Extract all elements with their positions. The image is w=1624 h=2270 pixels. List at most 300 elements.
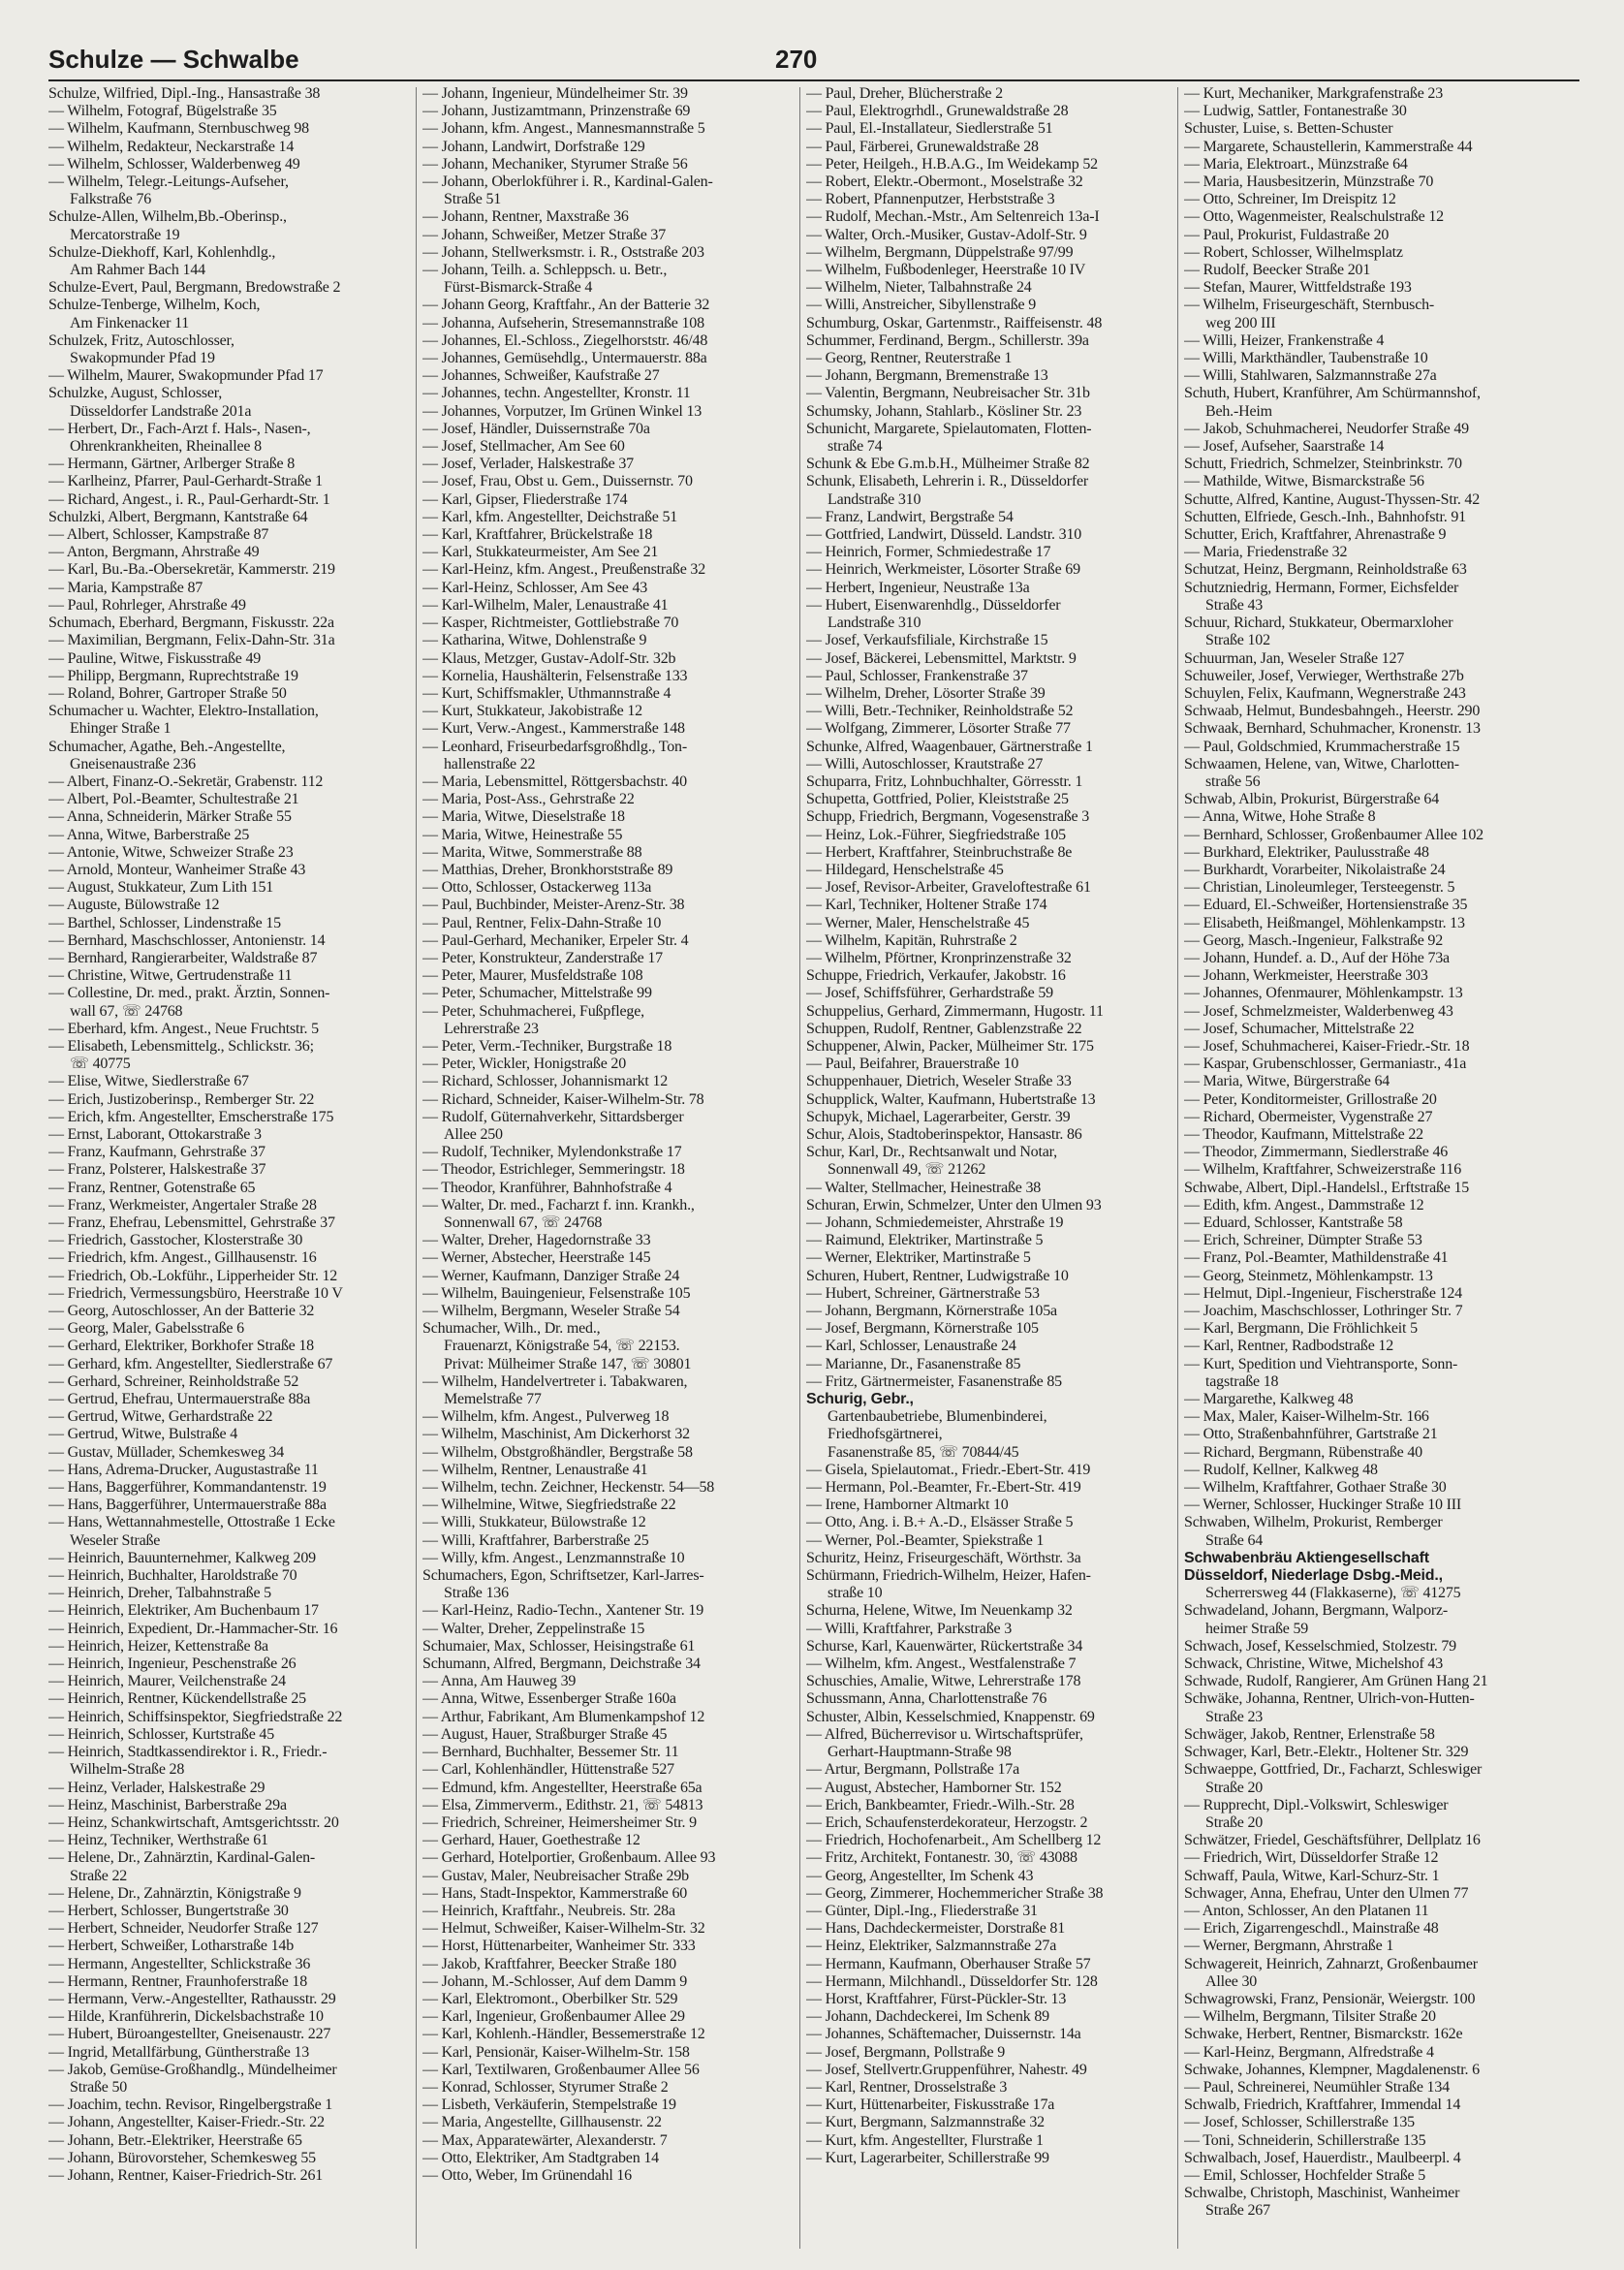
directory-entry: — Karl, Kohlenh.-Händler, Bessemerstraße 12 [422, 2026, 705, 2043]
directory-entry: — Leonhard, Friseurbedarfsgroßhdlg., Ton- [422, 738, 687, 755]
directory-entry: — Wilhelm, Fußbodenleger, Heerstraße 10 IV [806, 262, 1086, 279]
column-4 [1184, 85, 1554, 2256]
directory-entry: Schummer, Ferdinand, Bergm., Schillerstr. 39a [806, 331, 1089, 349]
directory-entry: Schuylen, Felix, Kaufmann, Wegnerstraße 243 [1184, 684, 1466, 702]
directory-entry: — Anna, Witwe, Barberstraße 25 [48, 826, 250, 843]
directory-entry: — Johann, M.-Schlosser, Auf dem Damm 9 [422, 1972, 688, 1990]
directory-entry: — Wilhelm, Maurer, Swakopmunder Pfad 17 [48, 367, 324, 385]
directory-entry: Weseler Straße [70, 1531, 161, 1549]
directory-entry: — Hans, Wettannahmestelle, Ottostraße 1 Ecke [48, 1514, 335, 1531]
directory-entry: — Helmut, Schweißer, Kaiser-Wilhelm-Str. 32 [422, 1920, 705, 1938]
directory-entry: — Willi, Markthändler, Taubenstraße 10 [1184, 350, 1428, 367]
directory-entry: Schwack, Christine, Witwe, Michelshof 43 [1184, 1655, 1444, 1673]
directory-entry: Schutter, Erich, Kraftfahrer, Ahrenastraße 9 [1184, 526, 1447, 544]
directory-entry: — Joachim, techn. Revisor, Ringelbergstraße 1 [48, 2097, 333, 2114]
directory-entry: — Jakob, Gemüse-Großhandlg., Mündelheimer [48, 2061, 337, 2078]
directory-entry: — Hilde, Kranführerin, Dickelsbachstraße 10 [48, 2008, 324, 2026]
directory-entry: Schuparra, Fritz, Lohnbuchhalter, Görresstr. 1 [806, 772, 1083, 790]
directory-entry: — Rudolf, Güternahverkehr, Sittardsberger [422, 1108, 684, 1125]
directory-entry: Schulze-Allen, Wilhelm,Bb.-Oberinsp., [48, 208, 287, 226]
directory-entry: Schwagereit, Heinrich, Zahnarzt, Großenbaumer [1184, 1955, 1478, 1972]
directory-entry: — Gerhard, kfm. Angestellter, Siedlerstraße 67 [48, 1355, 333, 1372]
directory-entry: — Johann, Schmiedemeister, Ahrstraße 19 [806, 1214, 1064, 1231]
directory-entry: — Edith, kfm. Angest., Dammstraße 12 [1184, 1196, 1424, 1214]
directory-entry: — Richard, Schneider, Kaiser-Wilhelm-Str. 78 [422, 1090, 704, 1108]
directory-entry: — Johann, Stellwerksmstr. i. R., Oststraße 203 [422, 243, 704, 261]
directory-entry: — Johannes, Ofenmaurer, Möhlenkampstr. 13 [1184, 985, 1463, 1002]
directory-entry: — Hermann, Angestellter, Schlickstraße 36 [48, 1955, 311, 1972]
directory-entry: — Hans, Adrema-Drucker, Augustastraße 11 [48, 1461, 319, 1478]
directory-entry: Schwaamen, Helene, van, Witwe, Charlotten- [1184, 755, 1459, 772]
column-divider [1177, 87, 1178, 2249]
directory-entry: — Heinrich, Ingenieur, Peschenstraße 26 [48, 1655, 297, 1673]
directory-entry: — Friedrich, Ob.-Lokführ., Lipperheider Str. 12 [48, 1267, 338, 1284]
directory-entry: — Wilhelm, Nieter, Talbahnstraße 24 [806, 279, 1032, 297]
directory-entry: Schumacher, Wilh., Dr. med., [422, 1320, 601, 1338]
directory-entry: — Herbert, Kraftfahrer, Steinbruchstraße 8e [806, 843, 1073, 861]
directory-entry: — Karl, Pensionär, Kaiser-Wilhelm-Str. 158 [422, 2043, 690, 2061]
directory-entry: — Johann, Mechaniker, Styrumer Straße 56 [422, 155, 688, 173]
directory-entry: Straße 20 [1205, 1779, 1264, 1796]
directory-entry: — Pauline, Witwe, Fiskusstraße 49 [48, 649, 262, 667]
directory-entry: Straße 64 [1205, 1531, 1264, 1549]
directory-entry: — Johann, Landwirt, Dorfstraße 129 [422, 138, 645, 155]
directory-entry: — Hans, Baggerführer, Untermauerstraße 88a [48, 1497, 327, 1514]
directory-entry: — Gerhard, Schreiner, Reinholdstraße 52 [48, 1372, 299, 1390]
directory-entry: — Karl, Gipser, Fliederstraße 174 [422, 490, 628, 508]
directory-entry: — Werner, Bergmann, Ahrstraße 1 [1184, 1938, 1394, 1955]
directory-entry: — Albert, Schlosser, Kampstraße 87 [48, 526, 269, 544]
directory-entry: Schurse, Karl, Kauenwärter, Rückertstraße 34 [806, 1637, 1083, 1655]
directory-entry: — Hubert, Schreiner, Gärtnerstraße 53 [806, 1284, 1040, 1302]
directory-entry: Schutzat, Heinz, Bergmann, Reinholdstraße 63 [1184, 561, 1467, 579]
directory-entry: Schwaff, Paula, Witwe, Karl-Schurz-Str. 1 [1184, 1867, 1440, 1884]
directory-entry: — Helmut, Dipl.-Ingenieur, Fischerstraße 124 [1184, 1284, 1462, 1302]
directory-entry: — Heinrich, Bauunternehmer, Kalkweg 209 [48, 1549, 316, 1566]
directory-entry: — Karl, Textilwaren, Großenbaumer Allee 56 [422, 2061, 700, 2078]
directory-entry: hallenstraße 22 [444, 755, 536, 772]
directory-entry: — Johann, Angestellter, Kaiser-Friedr.-Str. 22 [48, 2114, 325, 2131]
directory-entry: — Maria, Lebensmittel, Röttgersbachstr. 40 [422, 772, 687, 790]
directory-entry: Landstraße 310 [828, 490, 921, 508]
directory-entry: Schuschies, Amalie, Witwe, Lehrerstraße 178 [806, 1673, 1081, 1690]
directory-entry: — Wolfgang, Zimmerer, Lösorter Straße 77 [806, 720, 1071, 738]
directory-entry: — Kurt, Verw.-Angest., Kammerstraße 148 [422, 720, 685, 738]
directory-entry: — Maria, Elektroart., Münzstraße 64 [1184, 155, 1408, 173]
directory-entry: — Georg, Maler, Gabelsstraße 6 [48, 1320, 244, 1338]
directory-entry: — Walter, Dreher, Hagedornstraße 33 [422, 1232, 651, 1249]
directory-entry: — Paul, Schreinerei, Neumühler Straße 134 [1184, 2078, 1450, 2096]
directory-entry: — Franz, Ehefrau, Lebensmittel, Gehrstraße 37 [48, 1214, 335, 1231]
directory-entry: Allee 250 [444, 1125, 503, 1143]
directory-entry: — Werner, Abstecher, Heerstraße 145 [422, 1249, 651, 1267]
directory-entry: — Johannes, Vorputzer, Im Grünen Winkel 13 [422, 402, 703, 420]
directory-entry: — Philipp, Bergmann, Ruprechtstraße 19 [48, 667, 298, 684]
directory-entry: — Bernhard, Schlosser, Großenbaumer Allee 102 [1184, 826, 1483, 843]
directory-entry: — Heinrich, Kraftfahr., Neubreis. Str. 28a [422, 1902, 675, 1919]
directory-entry: Mercatorstraße 19 [70, 226, 180, 243]
directory-entry: — Karl-Heinz, Schlosser, Am See 43 [422, 579, 648, 596]
directory-entry: — Heinrich, Werkmeister, Lösorter Straße 69 [806, 561, 1080, 579]
directory-entry: Schulze-Diekhoff, Karl, Kohlenhdlg., [48, 243, 276, 261]
directory-entry: — Eduard, El.-Schweißer, Hortensienstraße 35 [1184, 897, 1468, 914]
directory-entry: — Franz, Landwirt, Bergstraße 54 [806, 508, 1014, 525]
directory-entry: — Walter, Stellmacher, Heinestraße 38 [806, 1179, 1042, 1196]
directory-entry: — Heinrich, Schlosser, Kurtstraße 45 [48, 1725, 274, 1743]
directory-entry: tagstraße 18 [1205, 1372, 1279, 1390]
directory-entry: — Maria, Hausbesitzerin, Münzstraße 70 [1184, 173, 1434, 191]
directory-entry: — Irene, Hamborner Altmarkt 10 [806, 1497, 1009, 1514]
directory-entry: Schwagrowski, Franz, Pensionär, Weiergstr. 100 [1184, 1990, 1476, 2007]
directory-entry: — Karl, Rentner, Drosselstraße 3 [806, 2078, 1008, 2096]
directory-entry: — Johann, Bergmann, Körnerstraße 105a [806, 1303, 1057, 1320]
directory-entry: — Karl, Elektromont., Oberbilker Str. 529 [422, 1990, 678, 2007]
directory-entry: — Mathilde, Witwe, Bismarckstraße 56 [1184, 473, 1424, 490]
column-1 [48, 85, 419, 2256]
directory-entry: — Maria, Post-Ass., Gehrstraße 22 [422, 791, 635, 808]
directory-entry: Allee 30 [1205, 1972, 1258, 1990]
directory-entry: — Josef, Aufseher, Saarstraße 14 [1184, 438, 1385, 456]
directory-entry: — Karl, Rentner, Radbodstraße 12 [1184, 1338, 1394, 1355]
directory-entry: — Matthias, Dreher, Bronkhorststraße 89 [422, 861, 673, 878]
directory-entry: — Josef, Schuhmacherei, Kaiser-Friedr.-Str. 18 [1184, 1037, 1470, 1055]
directory-entry: — Heinrich, Dreher, Talbahnstraße 5 [48, 1585, 271, 1602]
directory-entry: — Kaspar, Grubenschlosser, Germaniastr., 41a [1184, 1056, 1467, 1073]
directory-entry: — Hans, Dachdeckermeister, Dorstraße 81 [806, 1920, 1066, 1938]
directory-entry: Falkstraße 76 [70, 191, 152, 208]
directory-entry: — Gisela, Spielautomat., Friedr.-Ebert-Str. 419 [806, 1461, 1091, 1478]
page-number: 270 [775, 45, 818, 74]
directory-entry: — Barthel, Schlosser, Lindenstraße 15 [48, 914, 281, 931]
directory-entry: Memelstraße 77 [444, 1391, 542, 1408]
directory-entry: — Wilhelm, Bergmann, Weseler Straße 54 [422, 1303, 680, 1320]
directory-entry: — Karl, Stukkateurmeister, Am See 21 [422, 544, 659, 561]
directory-entry: Schumann, Alfred, Bergmann, Deichstraße 34 [422, 1655, 701, 1673]
directory-entry: — Josef, Bergmann, Pollstraße 9 [806, 2043, 1006, 2061]
directory-entry: — Heinrich, Elektriker, Am Buchenbaum 17 [48, 1602, 319, 1620]
directory-entry: — Otto, Weber, Im Grünendahl 16 [422, 2166, 632, 2184]
directory-entry: Schwäger, Jakob, Rentner, Erlenstraße 58 [1184, 1725, 1435, 1743]
directory-entry: Schumachers, Egon, Schriftsetzer, Karl-Jarres- [422, 1567, 704, 1585]
directory-entry: — Albert, Finanz-O.-Sekretär, Grabenstr. 112 [48, 772, 324, 790]
directory-entry: — Kasper, Richtmeister, Gottliebstraße 70 [422, 615, 679, 632]
directory-entry: — Elisabeth, Lebensmittelg., Schlickstr. 36; [48, 1037, 314, 1055]
directory-entry: Schwalbach, Josef, Hauerdistr., Maulbeerpl. 4 [1184, 2149, 1461, 2166]
directory-entry: — Heinz, Techniker, Werthstraße 61 [48, 1832, 268, 1849]
directory-entry: Schumsky, Johann, Stahlarb., Kösliner Str. 23 [806, 402, 1082, 420]
directory-entry: — Konrad, Schlosser, Styrumer Straße 2 [422, 2078, 669, 2096]
directory-entry: — Willi, Stukkateur, Bülowstraße 12 [422, 1514, 646, 1531]
directory-entry: straße 10 [828, 1585, 883, 1602]
directory-entry: — Josef, Stellmacher, Am See 60 [422, 438, 625, 456]
directory-entry: — Heinrich, Expedient, Dr.-Hammacher-Str. 16 [48, 1620, 338, 1637]
directory-entry: — Eduard, Schlosser, Kantstraße 58 [1184, 1214, 1403, 1231]
directory-entry: — Wilhelm, Kaufmann, Sternbuschweg 98 [48, 120, 309, 138]
directory-entry: Schuppe, Friedrich, Verkaufer, Jakobstr. 16 [806, 967, 1066, 985]
directory-entry: — Walter, Dreher, Zeppelinstraße 15 [422, 1620, 645, 1637]
directory-entry: — Franz, Pol.-Beamter, Mathildenstraße 41 [1184, 1249, 1449, 1267]
directory-entry: — Herbert, Dr., Fach-Arzt f. Hals-, Nasen-, [48, 420, 311, 437]
directory-entry: — Willi, Anstreicher, Sibyllenstraße 9 [806, 297, 1037, 314]
directory-entry: — Erich, Bankbeamter, Friedr.-Wilh.-Str. 28 [806, 1796, 1075, 1813]
directory-entry: — Fritz, Gärtnermeister, Fasanenstraße 85 [806, 1372, 1062, 1390]
directory-entry: — Wilhelm, kfm. Angest., Pulverweg 18 [422, 1408, 670, 1426]
directory-entry: Gerhart-Hauptmann-Straße 98 [828, 1744, 1012, 1761]
directory-entry: Sonnenwall 67, ☏ 24768 [444, 1214, 603, 1231]
directory-entry: — Edmund, kfm. Angestellter, Heerstraße 65a [422, 1779, 703, 1796]
page-header [48, 45, 1579, 79]
directory-entry: Schupplick, Walter, Kaufmann, Hubertstraße 13 [806, 1090, 1096, 1108]
directory-entry: — Josef, Schiffsführer, Gerhardstraße 59 [806, 985, 1053, 1002]
directory-entry: — Franz, Werkmeister, Angertaler Straße 28 [48, 1196, 317, 1214]
directory-entry: Am Finkenacker 11 [70, 314, 190, 331]
directory-entry: — Marita, Witwe, Sommerstraße 88 [422, 843, 642, 861]
directory-entry: Schwadeland, Johann, Bergmann, Walporz- [1184, 1602, 1449, 1620]
directory-entry: — Kornelia, Haushälterin, Felsenstraße 133 [422, 667, 688, 684]
directory-entry: Schürmann, Friedrich-Wilhelm, Heizer, Hafen- [806, 1567, 1091, 1585]
directory-entry: — Gertrud, Witwe, Gerhardstraße 22 [48, 1408, 273, 1426]
directory-entry: — Peter, Konditormeister, Grillostraße 20 [1184, 1090, 1437, 1108]
directory-entry: — Wilhelm, Bergmann, Tilsiter Straße 20 [1184, 2008, 1436, 2026]
directory-entry: — Johanna, Aufseherin, Stresemannstraße 108 [422, 314, 704, 331]
directory-entry: — Josef, Händler, Duissernstraße 70a [422, 420, 650, 437]
directory-entry: — Wilhelm, Rentner, Lenaustraße 41 [422, 1461, 648, 1478]
directory-entry: — Maria, Kampstraße 87 [48, 579, 203, 596]
directory-entry: — Wilhelm, Fotograf, Bügelstraße 35 [48, 103, 277, 120]
directory-entry: Scherrersweg 44 (Flakkaserne), ☏ 41275 [1205, 1585, 1461, 1602]
directory-entry: — Rudolf, Mechan.-Mstr., Am Seltenreich 13a-I [806, 208, 1100, 226]
directory-entry: — Otto, Wagenmeister, Realschulstraße 12 [1184, 208, 1444, 226]
directory-entry: — Gottfried, Landwirt, Düsseld. Landstr. 310 [806, 526, 1082, 544]
directory-entry: — Valentin, Bergmann, Neubreisacher Str. 31b [806, 385, 1090, 402]
directory-entry: — Wilhelmine, Witwe, Siegfriedstraße 22 [422, 1497, 676, 1514]
directory-entry: — Herbert, Ingenieur, Neustraße 13a [806, 579, 1030, 596]
directory-entry: — Otto, Ang. i. B.+ A.-D., Elsässer Straße 5 [806, 1514, 1074, 1531]
header-rule [48, 79, 1579, 81]
directory-entry: Schumacher, Agathe, Beh.-Angestellte, [48, 738, 286, 755]
directory-entry: — Otto, Elektriker, Am Stadtgraben 14 [422, 2149, 659, 2166]
directory-entry: Schunk, Elisabeth, Lehrerin i. R., Düsseldorfer [806, 473, 1088, 490]
directory-entry: — Paul, Beifahrer, Brauerstraße 10 [806, 1056, 1019, 1073]
directory-entry: — Friedrich, Hochofenarbeit., Am Schellberg 12 [806, 1832, 1102, 1849]
directory-entry: — Elisabeth, Heißmangel, Möhlenkampstr. 13 [1184, 914, 1465, 931]
directory-entry: — Georg, Masch.-Ingenieur, Falkstraße 92 [1184, 931, 1443, 949]
running-title: Schulze — Schwalbe [48, 45, 299, 74]
directory-entry: — Jakob, Kraftfahrer, Beecker Straße 180 [422, 1955, 676, 1972]
directory-entry: — Auguste, Bülowstraße 12 [48, 897, 220, 914]
directory-entry: — Jakob, Schuhmacherei, Neudorfer Straße 49 [1184, 420, 1469, 437]
directory-entry: Schuurman, Jan, Weseler Straße 127 [1184, 649, 1405, 667]
directory-entry: — Katharina, Witwe, Dohlenstraße 9 [422, 632, 647, 649]
directory-entry: — Wilhelm, Kraftfahrer, Schweizerstraße 116 [1184, 1161, 1462, 1179]
directory-entry: Schutzniedrig, Hermann, Former, Eichsfelder [1184, 579, 1459, 596]
directory-entry: — Maria, Angestellte, Gillhausenstr. 22 [422, 2114, 662, 2131]
directory-entry: — Heinrich, Former, Schmiedestraße 17 [806, 544, 1051, 561]
directory-entry: — Joachim, Maschschlosser, Lothringer Str. 7 [1184, 1303, 1463, 1320]
directory-entry: — Peter, Schuhmacherei, Fußpflege, [422, 1002, 644, 1020]
directory-entry: — Gertrud, Ehefrau, Untermauerstraße 88a [48, 1391, 311, 1408]
directory-entry: — Margarete, Schaustellerin, Kammerstraße 44 [1184, 138, 1473, 155]
directory-entry: — Wilhelm, Friseurgeschäft, Sternbusch- [1184, 297, 1435, 314]
directory-entry: weg 200 III [1205, 314, 1276, 331]
directory-entry: — Johann, Teilh. a. Schleppsch. u. Betr., [422, 262, 668, 279]
directory-entry: ☏ 40775 [70, 1056, 131, 1073]
directory-entry: Schwab, Albin, Prokurist, Bürgerstraße 64 [1184, 791, 1440, 808]
directory-entry: — Robert, Pfannenputzer, Herbststraße 3 [806, 191, 1055, 208]
directory-entry: — Theodor, Kaufmann, Mittelstraße 22 [1184, 1125, 1423, 1143]
directory-entry: — Heinz, Schankwirtschaft, Amtsgerichtsstr. 20 [48, 1813, 339, 1831]
directory-entry: Schutten, Elfriede, Gesch.-Inh., Bahnhofstr. 91 [1184, 508, 1466, 525]
directory-entry: — Burkhardt, Vorarbeiter, Nikolaistraße 24 [1184, 861, 1446, 878]
directory-entry: — Friedrich, kfm. Angest., Gillhausenstr. 16 [48, 1249, 317, 1267]
directory-entry: — Heinz, Maschinist, Barberstraße 29a [48, 1796, 287, 1813]
directory-entry: — Alfred, Bücherrevisor u. Wirtschaftsprüfer, [806, 1725, 1083, 1743]
directory-entry: — Friedrich, Vermessungsbüro, Heerstraße 10 V [48, 1284, 343, 1302]
directory-entry: — Heinrich, Stadtkassendirektor i. R., Friedr.- [48, 1744, 328, 1761]
directory-entry: — Margarethe, Kalkweg 48 [1184, 1391, 1354, 1408]
directory-entry: — Heinrich, Rentner, Kückendellstraße 25 [48, 1690, 306, 1708]
directory-entry: — Kurt, Bergmann, Salzmannstraße 32 [806, 2114, 1045, 2131]
directory-entry: — Hermann, Verw.-Angestellter, Rathausstr. 29 [48, 1990, 336, 2007]
directory-entry: — Friedrich, Schreiner, Heimersheimer Str. 9 [422, 1813, 697, 1831]
directory-entry: — Johann, Betr.-Elektriker, Heerstraße 65 [48, 2131, 302, 2149]
directory-entry: — Kurt, Schiffsmakler, Uthmannstraße 4 [422, 684, 671, 702]
directory-entry: — Josef, Bergmann, Körnerstraße 105 [806, 1320, 1039, 1338]
directory-entry: — Peter, Schumacher, Mittelstraße 99 [422, 985, 652, 1002]
directory-entry: Schuran, Erwin, Schmelzer, Unter den Ulmen 93 [806, 1196, 1102, 1214]
column-3 [806, 85, 1176, 2256]
directory-entry: — Johann, Ingenieur, Mündelheimer Str. 39 [422, 85, 688, 102]
directory-entry: — Anna, Witwe, Hohe Straße 8 [1184, 808, 1376, 826]
directory-entry: — Hermann, Gärtner, Arlberger Straße 8 [48, 456, 296, 473]
directory-entry: — Collestine, Dr. med., prakt. Ärztin, Sonnen- [48, 985, 330, 1002]
directory-entry: — Robert, Elektr.-Obermont., Moselstraße 32 [806, 173, 1083, 191]
directory-entry: — August, Abstecher, Hamborner Str. 152 [806, 1779, 1062, 1796]
directory-entry: — Bernhard, Rangierarbeiter, Waldstraße 87 [48, 949, 318, 966]
directory-entry: — Artur, Bergmann, Pollstraße 17a [806, 1761, 1019, 1779]
directory-entry: — Willi, Heizer, Frankenstraße 4 [1184, 331, 1385, 349]
directory-entry: — Anna, Witwe, Essenberger Straße 160a [422, 1690, 676, 1708]
directory-entry: — Horst, Kraftfahrer, Fürst-Pückler-Str. 13 [806, 1990, 1067, 2007]
directory-entry: Schwaeppe, Gottfried, Dr., Facharzt, Schleswiger [1184, 1761, 1483, 1779]
directory-entry: — Georg, Autoschlosser, An der Batterie 32 [48, 1303, 315, 1320]
directory-entry: Schussmann, Anna, Charlottenstraße 76 [806, 1690, 1047, 1708]
directory-entry: — Anna, Am Hauweg 39 [422, 1673, 577, 1690]
directory-entry: — Johannes, techn. Angestellter, Kronstr. 11 [422, 385, 691, 402]
directory-entry: — Ludwig, Sattler, Fontanestraße 30 [1184, 103, 1407, 120]
directory-entry: — Emil, Schlosser, Hochfelder Straße 5 [1184, 2166, 1426, 2184]
directory-entry: Schwaben, Wilhelm, Prokurist, Remberger [1184, 1514, 1443, 1531]
directory-entry: Schwätzer, Friedel, Geschäftsführer, Dellplatz 16 [1184, 1832, 1481, 1849]
directory-entry: — Karlheinz, Pfarrer, Paul-Gerhardt-Straße 1 [48, 473, 323, 490]
directory-entry: Straße 102 [1205, 632, 1270, 649]
directory-entry: — Arnold, Monteur, Wanheimer Straße 43 [48, 861, 306, 878]
directory-entry: — Christian, Linoleumleger, Tersteegenstr. 5 [1184, 879, 1455, 897]
directory-entry: — Karl-Heinz, kfm. Angest., Preußenstraße 32 [422, 561, 706, 579]
directory-entry: — Wilhelm, Redakteur, Neckarstraße 14 [48, 138, 295, 155]
directory-entry: — Arthur, Fabrikant, Am Blumenkampshof 12 [422, 1708, 705, 1725]
directory-entry: — Otto, Schreiner, Im Dreispitz 12 [1184, 191, 1396, 208]
directory-entry: Schwalb, Friedrich, Kraftfahrer, Immendal 14 [1184, 2097, 1461, 2114]
directory-entry: Privat: Mülheimer Straße 147, ☏ 30801 [444, 1355, 692, 1372]
directory-entry: — Kurt, Hüttenarbeiter, Fiskusstraße 17a [806, 2097, 1055, 2114]
directory-entry: Schwäke, Johanna, Rentner, Ulrich-von-Hutten- [1184, 1690, 1475, 1708]
directory-entry: Schwach, Josef, Kesselschmied, Stolzestr. 79 [1184, 1637, 1456, 1655]
directory-entry: Sonnenwall 49, ☏ 21262 [828, 1161, 986, 1179]
directory-entry: — Josef, Verlader, Halskestraße 37 [422, 456, 634, 473]
directory-entry: Schuppenhauer, Dietrich, Weseler Straße 33 [806, 1073, 1072, 1090]
directory-entry: — Werner, Pol.-Beamter, Spiekstraße 1 [806, 1531, 1045, 1549]
directory-entry: — Maria, Friedenstraße 32 [1184, 544, 1348, 561]
directory-entry: — Johannes, Schäftemacher, Duissernstr. 14a [806, 2026, 1081, 2043]
directory-entry: Düsseldorfer Landstraße 201a [70, 402, 252, 420]
directory-entry: — Karl, Schlosser, Lenaustraße 24 [806, 1338, 1016, 1355]
directory-entry: — Hubert, Eisenwarenhdlg., Düsseldorfer [806, 596, 1061, 614]
directory-entry: Straße 51 [444, 191, 502, 208]
directory-entry: Schuster, Luise, s. Betten-Schuster [1184, 120, 1393, 138]
directory-entry: — Werner, Elektriker, Martinstraße 5 [806, 1249, 1031, 1267]
directory-entry: — Josef, Bäckerei, Lebensmittel, Marktstr. 9 [806, 649, 1077, 667]
directory-entry: — Paul, Rohrleger, Ahrstraße 49 [48, 596, 246, 614]
directory-entry: — Fritz, Architekt, Fontanestr. 30, ☏ 43088 [806, 1849, 1077, 1867]
directory-entry: — Klaus, Metzger, Gustav-Adolf-Str. 32b [422, 649, 676, 667]
directory-entry: — Gerhard, Elektriker, Borkhofer Straße 18 [48, 1338, 314, 1355]
directory-entry: — Johannes, El.-Schloss., Ziegelhorststr. 46/48 [422, 331, 708, 349]
directory-entry: Schwabe, Albert, Dipl.-Handelsl., Erftstraße 15 [1184, 1179, 1470, 1196]
directory-entry: — Paul, Dreher, Blücherstraße 2 [806, 85, 1003, 102]
directory-entry: — Paul, Elektrogrhdl., Grunewaldstraße 28 [806, 103, 1069, 120]
directory-entry: Ehinger Straße 1 [70, 720, 172, 738]
directory-entry: — Karl, Ingenieur, Großenbaumer Allee 29 [422, 2008, 685, 2026]
directory-entry: Schur, Alois, Stadtoberinspektor, Hansastr. 86 [806, 1125, 1082, 1143]
directory-entry: Frauenarzt, Königstraße 54, ☏ 22153. [444, 1338, 680, 1355]
directory-entry: — Erich, kfm. Angestellter, Emscherstraße 175 [48, 1108, 334, 1125]
directory-entry: Straße 50 [70, 2078, 128, 2096]
directory-entry: — Bernhard, Buchhalter, Bessemer Str. 11 [422, 1744, 679, 1761]
directory-entry: — Josef, Revisor-Arbeiter, Graveloftestraße 61 [806, 879, 1091, 897]
directory-entry: — Josef, Stellvertr.Gruppenführer, Nahestr. 49 [806, 2061, 1087, 2078]
directory-entry: — Willi, Kraftfahrer, Barberstraße 25 [422, 1531, 649, 1549]
directory-entry: — Paul-Gerhard, Mechaniker, Erpeler Str. 4 [422, 931, 689, 949]
directory-entry: Straße 267 [1205, 2202, 1270, 2220]
directory-entry: — Gustav, Maler, Neubreisacher Straße 29b [422, 1867, 689, 1884]
directory-entry: — Anna, Schneiderin, Märker Straße 55 [48, 808, 292, 826]
directory-entry: — Antonie, Witwe, Schweizer Straße 23 [48, 843, 294, 861]
directory-entry: — Hermann, Pol.-Beamter, Fr.-Ebert-Str. 419 [806, 1479, 1081, 1497]
directory-entry: — Willi, Autoschlosser, Krautstraße 27 [806, 755, 1044, 772]
directory-entry: — Anton, Bergmann, Ahrstraße 49 [48, 544, 260, 561]
directory-entry: — Theodor, Estrichleger, Semmeringstr. 18 [422, 1161, 685, 1179]
directory-entry: — Paul, Rentner, Felix-Dahn-Straße 10 [422, 914, 662, 931]
directory-entry: — Karl, Techniker, Holtener Straße 174 [806, 897, 1047, 914]
directory-entry: — Kurt, kfm. Angestellter, Flurstraße 1 [806, 2131, 1044, 2149]
directory-entry: — Burkhard, Elektriker, Paulusstraße 48 [1184, 843, 1429, 861]
directory-entry: Gneisenaustraße 236 [70, 755, 196, 772]
directory-entry: Schuur, Richard, Stukkateur, Obermarxloher [1184, 615, 1453, 632]
directory-entry: — Gerhard, Hauer, Goethestraße 12 [422, 1832, 640, 1849]
directory-entry: — Werner, Maler, Henschelstraße 45 [806, 914, 1030, 931]
directory-entry: — Erich, Schreiner, Dümpter Straße 53 [1184, 1232, 1422, 1249]
directory-entry: Gartenbaubetriebe, Blumenbinderei, [828, 1408, 1047, 1426]
directory-entry: — Georg, Angestellter, Im Schenk 43 [806, 1867, 1034, 1884]
directory-entry: Fürst-Bismarck-Straße 4 [444, 279, 593, 297]
directory-entry: Schurig, Gebr., [806, 1391, 914, 1408]
directory-entry: — Karl, Bergmann, Die Fröhlichkeit 5 [1184, 1320, 1418, 1338]
directory-entry: — Elise, Witwe, Siedlerstraße 67 [48, 1073, 249, 1090]
directory-entry: — Johann, Oberlokführer i. R., Kardinal-Galen- [422, 173, 713, 191]
directory-entry: — Rudolf, Techniker, Mylendonkstraße 17 [422, 1144, 682, 1161]
directory-entry: Schunk & Ebe G.m.b.H., Mülheimer Straße 82 [806, 456, 1090, 473]
